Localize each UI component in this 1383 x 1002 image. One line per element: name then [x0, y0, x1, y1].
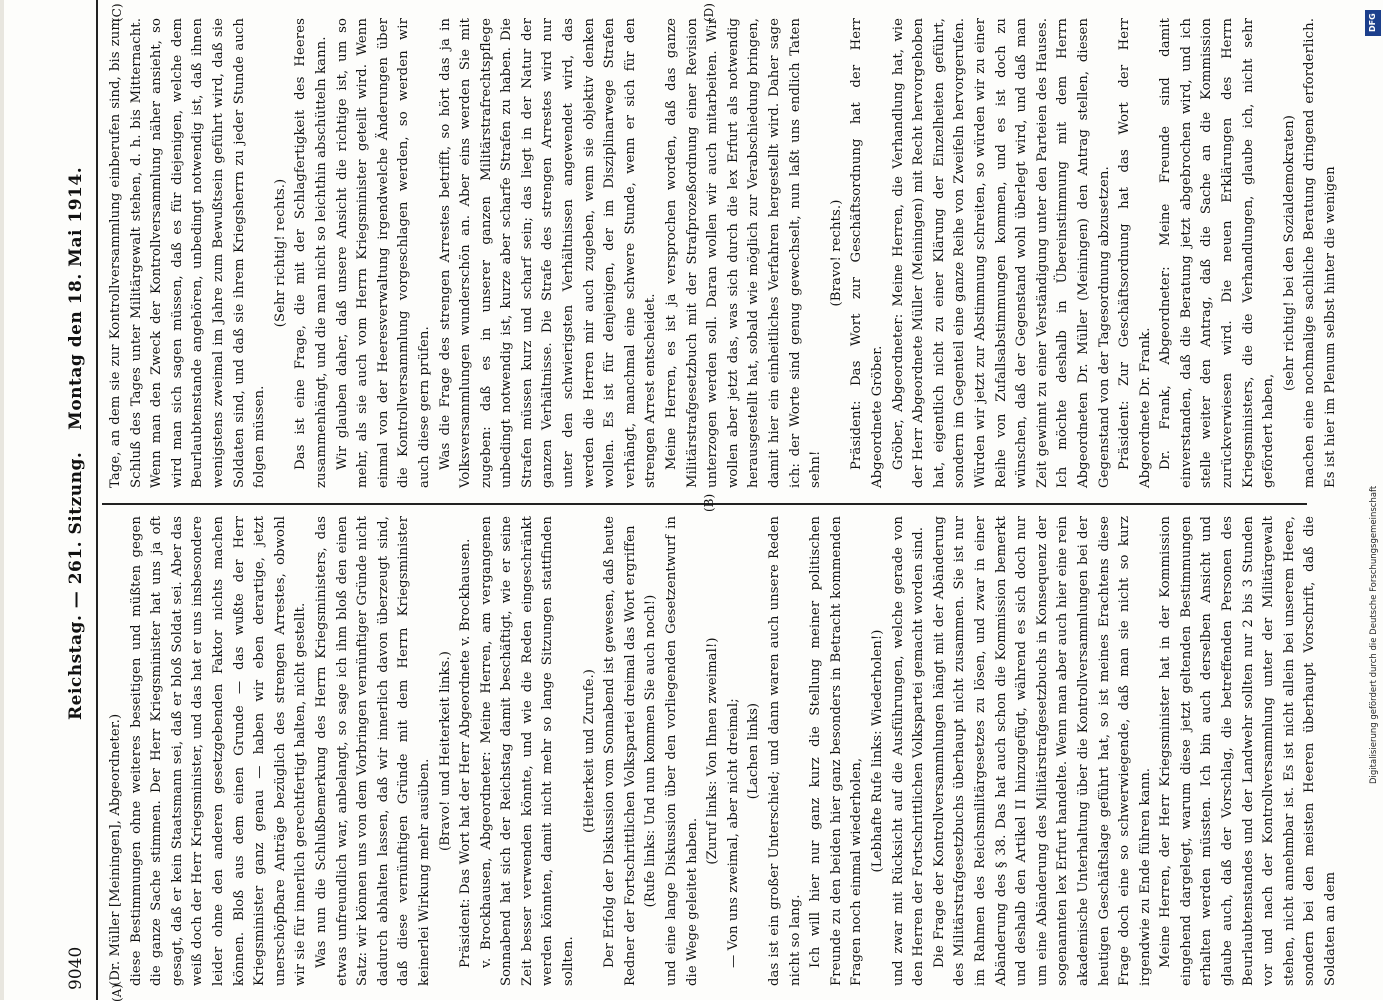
paragraph: Gröber, Abgeordneter: Meine Herren, die Verhandlung hat, wie der Herr Abgeordnete Müller (Meiningen) mit Recht hervorgehoben hat, eigentlich nicht zu einer Klärung der Einzelheiten geführt, sondern im Gegenteil eine ganze Reihe von Zweifeln hervorgerufen. Würden wir jetzt zur Abstimmung schreiten, so würden wir zu einer Reihe von Zufallsabstimmungen kommen, und es ist doch zu wünschen, daß der Gegenstand wohl überlegt wird, und daß man Zeit gewinnt zu einer Verständigung unter den Parteien des Hauses. Ich möchte deshalb in Übereinstimmung mit dem Herrn Abgeordneten Dr. Müller (Meiningen) den Antrag stellen, diesen Gegenstand von der Tagesordnung abzusetzen. — [890, 18, 1112, 488]
paragraph: Ich will hier nur ganz kurz die Stellung meiner politischen Freunde zu den beiden hier ganz besonders in Betracht kommenden Fragen noch einmal wiederholen, — [808, 516, 865, 986]
margin-mark-a: (A) — [110, 983, 124, 1002]
speaker-continuation: (Dr. Müller [Meiningen], Abgeordneter.) — [108, 713, 123, 986]
page-number: 9040 — [66, 946, 86, 990]
paragraph: Was nun die Schlußbemerkung des Herrn Kriegsministers, das etwas unfreundlich war, anbelangt, so sage ich ihm bloß den einen Satz: wir können uns von dem Vorbringen vernünftiger Gründe nicht dadurch abhalten lassen, daß wir innerlich davon überzeugt sind, daß diese vernünftigen Gründe mit dem Herrn Kriegsminister keinerlei Wirkung mehr ausüben. — [313, 516, 432, 986]
paragraph: und eine lange Diskussion über den vorliegenden Gesetzentwurf in die Wege geleitet haben. — [664, 516, 700, 986]
funding-stamp: Digitalisierung gefördert durch die Deutsche Forschungsgemeinschaft — [1369, 485, 1379, 784]
president-remark: Präsident: Das Wort hat der Herr Abgeordnete v. Brockhausen. — [458, 538, 474, 968]
paragraph: machen eine nochmalige sachliche Beratung dringend erforderlich. Es ist hier im Plenum selbst hinter die wenigen — [1302, 18, 1339, 488]
paragraph: Dr. Frank, Abgeordneter: Meine Freunde sind damit einverstanden, daß die Beratung jetzt abgebrochen wird, und ich stelle weiter den Antrag, daß die Sache an die Kommission zurückverwiesen wird. Die neuen Erklärungen des Herrn Kriegsministers, die die Verhandlungen, glaube ich, nicht sehr gefördert haben, — [1158, 18, 1277, 488]
interjection: (Bravo! und Heiterkeit links.) — [437, 651, 453, 851]
margin-mark-c: (C) — [110, 3, 124, 22]
paragraph: und zwar mit Rücksicht auf die Ausführungen, welche gerade von den Herren der Fortschrittlichen Volkspartei gemacht worden sind. — [890, 516, 927, 986]
paragraph: Meine Herren, es ist ja versprochen worden, daß das ganze Militärstrafgesetzbuch mit der Strafprozeßordnung einer Revision unterzogen werden soll. Daran wollen wir auch mitarbeiten. Wir wollen aber jetzt das, was sich durch die lex Erfurt als notwendig herausgestellt hat, sobald wie möglich zur Verabschiedung bringen, damit hier ein einheitliches Verfahren hergestellt wird. Daher sage ich: der Worte sind genug gewechselt, nun laßt uns endlich Taten sehn! — [664, 18, 824, 488]
interjection: (Lachen links) — [746, 702, 762, 800]
interjection: (Lebhafte Rufe links: Wiederholen!) — [869, 629, 885, 873]
paragraph: v. Brockhausen, Abgeordneter: Meine Herren, am vergangenen Sonnabend hat sich der Reichstag damit beschäftigt, wie er seine Zeit besser verwenden könnte, und wie die Reden eingeschränkt werden könnten, damit nicht mehr so lange Sitzungen stattfinden sollten. — [478, 516, 577, 986]
president-remark: Präsident: Zur Geschäftsordnung hat das Wort der Herr Abgeordnete Dr. Frank. — [1117, 18, 1153, 488]
rotated-sheet — [62, 0, 1362, 1000]
dfg-logo: DFG — [1365, 10, 1381, 36]
paragraph: Meine Herren, der Herr Kriegsminister hat in der Kommission eingehend dargelegt, warum diese jetzt geltenden Bestimmungen erhalten werden müssten. Ich bin auch derselben Ansicht und glaube auch, daß der Vorschlag, die betreffenden Personen des Beurlaubtenstandes und der Landwehr sollten nur 2 bis 3 Stunden vor und nach der Kontrollversammlung unter der Militärgewalt stehen, nicht annehmbar ist. Es ist nicht allein bei unserem Heere, sondern bei den meisten Heeren überhaupt Vorschrift, daß die Soldaten an dem — [1158, 516, 1339, 986]
margin-mark-d: (D) — [702, 3, 716, 22]
page-header — [62, 10, 94, 990]
paragraph: das ist ein großer Unterschied; und dann waren auch unsere Reden nicht so lang. — [767, 516, 803, 986]
session-date: Montag den 18. Mai 1914. — [66, 166, 86, 430]
paragraph: Was die Frage des strengen Arrestes betrifft, so hört das ja in Volksversammlungen wunderschön an. Aber eins werden Sie mit zugeben: daß es in unserer ganzen Militärstrafrechtspflege unbedingt notwendig ist, kurze aber scharfe Strafen zu haben. Die Strafen müssen kurz und scharf sein; das liegt in der Natur der ganzen Verhältnisse. Die Strafe des strengen Arrestes wird nur unter den schwierigsten Verhältnissen angewendet wird, das werden die Herren mir auch zugeben, wenn sie objektiv denken wollen. Es ist für denjenigen, der im Disziplinarwege Strafen verhängt, manchmal eine schwere Stunde, wenn er sich für den strengen Arrest entscheidet. — [437, 18, 659, 488]
paragraph: Die Frage der Kontrollversammlungen hängt mit der Abänderung des Militärstrafgesetzbuchs überhaupt nicht zusammen. Sie ist nur im Rahmen des Reichsmilitärgesetzes zu lösen, und zwar in einer Abänderung des § 38. Das hat auch schon die Kommission bemerkt und deshalb den Artikel II hinzugefügt, während es sich doch nur um eine Abänderung des Militärstrafgesetzbuchs in Konsequenz der sogenannten lex Erfurt handelte. Wenn man aber auch hier eine rein akademische Unterhaltung über die Kontrollversammlungen bei der heutigen Geschäftslage geführt hat, so ist meines Erachtens diese Frage doch eine so schwerwiegende, daß man sie nicht so kurz irgendwie zu Ende führen kann. — [931, 516, 1153, 986]
paragraph: diese Bestimmungen ohne weiteres beseitigen und müßten gegen die ganze Sache stimmen. Der Herr Kriegsminister hat uns ja oft gesagt, daß er kein Staatsmann sei, daß er bloß Soldat sei. Aber das weiß doch der Herr Kriegsminister, und das hat er uns insbesondere leider ohne den anderen gesetzgebenden Faktor nichts machen können. Bloß aus dem einen Grunde — das wußte der Herr Kriegsminister ganz genau — haben wir eben derartige, jetzt unerschöpfbare Anträge bezüglich des strengen Arrestes, obwohl wir sie für innerlich gerechtfertigt halten, nicht gestellt. — [128, 516, 309, 986]
session-title: Reichstag. — 261. Sitzung. — [66, 451, 86, 720]
interjection: (Zuruf links: Von Ihnen zweimal!) — [705, 637, 721, 865]
interjection: (Sehr richtig! rechts.) — [272, 178, 288, 328]
president-remark: Präsident: Das Wort zur Geschäftsordnung hat der Herr Abgeordnete Gröber. — [849, 18, 885, 488]
header-rule — [96, 0, 98, 1000]
scan-edge — [0, 0, 4, 1000]
right-column — [106, 18, 1339, 488]
paragraph: Das ist eine Frage, die mit der Schlagfertigkeit des Heeres zusammenhängt, und die man nicht so leichthin abschütteln kann. — [293, 18, 329, 488]
margin-mark-b: (B) — [702, 493, 716, 512]
interjection: (Heiterkeit und Zurufe.) — [581, 668, 597, 834]
paragraph: Der Erfolg der Diskussion vom Sonnabend ist gewesen, daß heute Redner der Fortschrittlichen Volkspartei dreimal das Wort ergriffen — [602, 516, 638, 986]
paragraph: — Von uns zweimal, aber nicht dreimal; — [725, 698, 741, 968]
interjection: (Rufe links: Und nun kommen Sie auch noch!) — [643, 594, 659, 908]
paragraph: Wir glauben daher, daß unsere Ansicht die richtige ist, um so mehr, als sie auch vom Herrn Kriegsminister geteilt wird. Wenn einmal von der Heeresverwaltung irgendwelche Änderungen über die Kontrollversammlung vorgeschlagen werden, so werden wir auch diese gern prüfen. — [334, 18, 432, 488]
left-column — [106, 516, 1339, 986]
interjection: (sehr richtig! bei den Sozialdemokraten) — [1281, 115, 1297, 391]
paragraph: Tage, an dem sie zur Kontrollversammlung einberufen sind, bis zum Schluß des Tages unter Militärgewalt stehen, d. h. bis Mitternacht. Wenn man den Zweck der Kontrollversammlung näher ansieht, so wird man sich sagen müssen, daß es für diejenigen, welche dem Beurlaubtenstande angehören, unbedingt notwendig ist, daß ihnen wenigstens zweimal im Jahre zum Bewußtsein geführt wird, daß sie Soldaten sind, und daß sie ihrem Kriegsherrn zu jeder Stunde auch folgen müssen. — [108, 18, 268, 488]
interjection: (Bravo! rechts.) — [828, 199, 844, 307]
